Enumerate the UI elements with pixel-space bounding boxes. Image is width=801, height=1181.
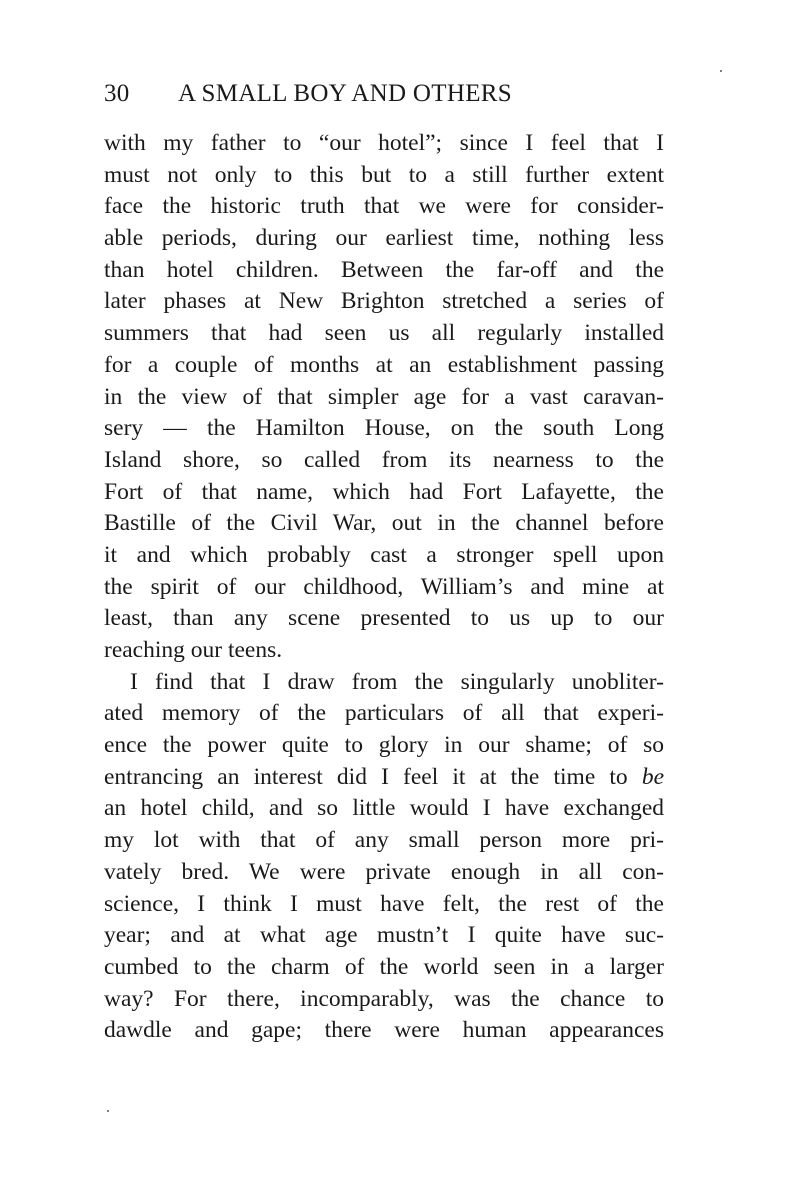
text-line: Island shore, so called from its nearness to the (104, 446, 664, 473)
running-head (104, 80, 664, 114)
text-line: later phases at New Brighton stretched a series of (104, 288, 664, 315)
text-line: in the view of that simpler age for a vast caravan- (104, 383, 664, 410)
text-line: science, I think I must have felt, the rest of the (104, 890, 664, 917)
text-line: reaching our teens. (104, 637, 283, 663)
text-line: Fort of that name, which had Fort Lafayette, the (104, 478, 664, 505)
scan-speck (107, 1110, 109, 1112)
text-line: able periods, during our earliest time, nothing less (104, 225, 664, 252)
scan-speck (720, 70, 722, 72)
italic-word: be (641, 763, 664, 790)
text-line: cumbed to the charm of the world seen in a larger (104, 953, 664, 980)
text-line: way? For there, incomparably, was the chance to (104, 985, 664, 1012)
book-title: A SMALL BOY AND OTHERS (178, 80, 512, 107)
text-line: sery — the Hamilton House, on the south Long (104, 415, 664, 442)
text-line: dawdle and gape; there were human appearances (104, 1017, 664, 1044)
text-line: Bastille of the Civil War, out in the channel before (104, 510, 664, 537)
text-line: an hotel child, and so little would I have exchanged (104, 795, 664, 822)
text-line-with-italic (104, 762, 664, 794)
body-text (104, 128, 664, 1047)
text-line: for a couple of months at an establishment passing (104, 351, 664, 378)
text-line: it and which probably cast a stronger spell upon (104, 541, 664, 568)
text-line: vately bred. We were private enough in all con- (104, 858, 664, 885)
text-segment: entrancing an interest did I feel it at the time to (104, 763, 642, 790)
text-line: my lot with that of any small person more pri- (104, 827, 664, 854)
text-line: summers that had seen us all regularly installed (104, 320, 664, 347)
text-line: the spirit of our childhood, William’s and mine at (104, 573, 664, 600)
page-number: 30 (104, 80, 130, 107)
text-line: year; and at what age mustn’t I quite have suc- (104, 922, 664, 949)
text-line: than hotel children. Between the far-off and the (104, 256, 664, 283)
text-line: I find that I draw from the singularly unobliter- (130, 668, 664, 695)
text-line: face the historic truth that we were for consider- (104, 193, 664, 220)
text-line: ated memory of the particulars of all that experi- (104, 700, 664, 727)
text-line: ence the power quite to glory in our shame; of so (104, 732, 664, 759)
text-line: must not only to this but to a still further extent (104, 161, 664, 188)
text-line: least, than any scene presented to us up to our (104, 605, 664, 632)
text-line: with my father to “our hotel”; since I feel that I (104, 130, 664, 156)
